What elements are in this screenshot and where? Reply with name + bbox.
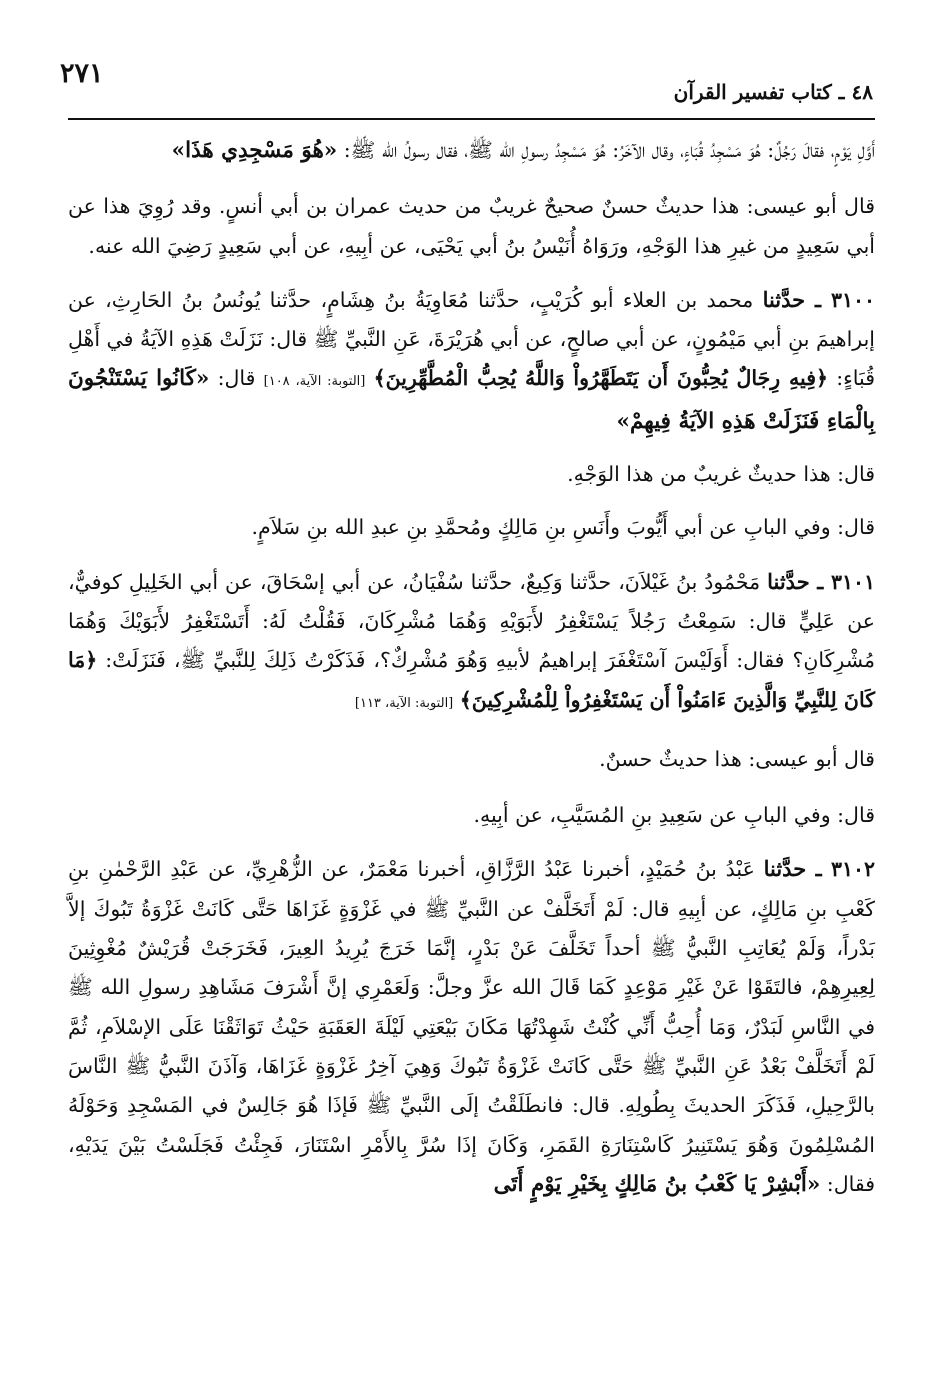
hadith-number: ٣١٠١: [830, 569, 875, 594]
prophetic-quote: «كَانُوا يَسْتَنْجُونَ بِالْمَاءِ فَنَزَلَتْ هَذِهِ الآيَةُ فِيهِمْ»: [68, 366, 875, 434]
hadith-text: مَحْمُودُ بنُ غَيْلاَنَ، حدَّثنا وَكِيعٌ، حدَّثنا سُفْيَانُ، عن أبي إسْحَاقَ، عن أبي الخَلِيلِ كوفيٌّ، عن عَلِيٍّ قال: سَمِعْتُ رَجُلاً يَسْتَغْفِرُ لأَبَوَيْهِ وَهُمَا مُشْرِكَانَ، فَقُلْتُ لَهُ: أَتَسْتَغْفِرُ لأَبَوَيْكَ وَهُمَا مُشْرِكَانِ؟ فقال: أَوَلَيْسَ آسْتَغْفَرَ إبراهيمُ لأبيهِ وَهُوَ مُشْرِكٌ؟، فَذَكَرْتُ ذَلِكَ لِلنَّبيِّ ﷺ، فَنَزَلَتْ:: [68, 569, 875, 673]
hadith-text: عَبْدُ بنُ حُمَيْدٍ، أخبرنا عَبْدُ الرَّزَّاقِ، أخبرنا مَعْمَرٌ، عن الزُّهْرِيِّ، عن عَبْدِ الرَّحْمٰنِ بنِ كَعْبِ بنِ مَالِكٍ، عن أبِيهِ قال: لَمْ أَتَخَلَّفْ عن النَّبيِّ ﷺ في غَزْوَةٍ غَزَاهَا حَتَّى كَانَتْ غَزْوَةُ تَبُوكَ إلاَّ بَدْراً، وَلَمْ يُعَاتِبِ النَّبيُّ ﷺ أحداً تَخَلَّفَ عَنْ بَدْرٍ، إنَّمَا خَرَجَ يُرِيدُ العِيرَ، فَخَرَجَتْ قُرَيْشٌ مُغْوِثِينَ لِعِيرِهِمْ، فالتَقَوْا عَنْ غَيْرِ مَوْعِدٍ كَمَا قَالَ الله عزَّ وجلَّ: وَلَعَمْرِي إنَّ أَشْرَفَ مَشَاهِدِ رسولِ الله ﷺ في النَّاسِ لَبَدْرٌ، وَمَا أُحِبُّ أَنِّي كُنْتُ شَهِدْتُهَا مَكَانَ بَيْعَتِي لَيْلَةَ العَقَبَةِ حَيْثُ تَوَاثَقْنَا عَلَى الإسْلاَمِ، ثُمَّ لَمْ أَتَخَلَّفْ بَعْدُ عَنِ النَّبيِّ ﷺ حَتَّى كَانَتْ غَزْوَةُ تَبُوكَ وَهِيَ آخِرُ غَزْوَةٍ غَزَاهَا، وَآذَنَ النَّبيُّ ﷺ النَّاسَ بالرَّحِيلِ، فَذَكَرَ الحديثَ بِطُولِهِ. قال: فانطَلَقْتُ إلَى النَّبيِّ ﷺ فَإذَا هُوَ جَالِسٌ في المَسْجِدِ وَحَوْلَهُ المُسْلِمُونَ وَهُوَ يَسْتَنِيرُ كَاسْتِنَارَةِ القَمَرِ، وَكَانَ إذَا سُرَّ بِالأَمْرِ اسْتَنَارَ، فَجِئْتُ فَجَلَسْتُ بَيْنَ يَدَيْهِ، فقال:: [68, 857, 875, 1196]
quran-verse: ﴿فِيهِ رِجَالٌ يُحِبُّونَ أَن يَتَطَهَّرُواْ وَاللَّهُ يُحِبُّ الْمُطَّهِّرِينَ﴾: [373, 366, 829, 391]
hadith-3102: ٣١٠٢ ـ حدَّثنا عَبْدُ بنُ حُمَيْدٍ، أخبرنا عَبْدُ الرَّزَّاقِ، أخبرنا مَعْمَرٌ، عن الزُّهْرِيِّ، عن عَبْدِ الرَّحْمٰنِ بنِ كَعْبِ بنِ مَالِكٍ، عن أبِيهِ قال: لَمْ أَتَخَلَّفْ عن النَّبيِّ ﷺ في غَزْوَةٍ غَزَاهَا حَتَّى كَانَتْ غَزْوَةُ تَبُوكَ إلاَّ بَدْراً، وَلَمْ يُعَاتِبِ النَّبيُّ ﷺ أحداً تَخَلَّفَ عَنْ بَدْرٍ، إنَّمَا خَرَجَ يُرِيدُ العِيرَ، فَخَرَجَتْ قُرَيْشٌ مُغْوِثِينَ لِعِيرِهِمْ، فالتَقَوْا عَنْ غَيْرِ مَوْعِدٍ كَمَا قَالَ الله عزَّ وجلَّ: وَلَعَمْرِي إنَّ أَشْرَفَ مَشَاهِدِ رسولِ الله ﷺ في النَّاسِ لَبَدْرٌ، وَمَا أُحِبُّ أَنِّي كُنْتُ شَهِدْتُهَا مَكَانَ بَيْعَتِي لَيْلَةَ العَقَبَةِ حَيْثُ تَوَاثَقْنَا عَلَى الإسْلاَمِ، ثُمَّ لَمْ أَتَخَلَّفْ بَعْدُ عَنِ النَّبيِّ ﷺ حَتَّى كَانَتْ غَزْوَةُ تَبُوكَ وَهِيَ آخِرُ غَزْوَةٍ غَزَاهَا، وَآذَنَ النَّبيُّ ﷺ النَّاسَ بالرَّحِيلِ، فَذَكَرَ الحديثَ بِطُولِهِ. قال: فانطَلَقْتُ إلَى النَّبيِّ ﷺ فَإذَا هُوَ جَالِسٌ في المَسْجِدِ وَحَوْلَهُ المُسْلِمُونَ وَهُوَ يَسْتَنِيرُ كَاسْتِنَارَةِ القَمَرِ، وَكَانَ إذَا سُرَّ بِالأَمْرِ اسْتَنَارَ، فَجِئْتُ فَجَلَسْتُ بَيْنَ يَدَيْهِ، فقال: «أَبْشِرْ يَا كَعْبُ بنُ مَالِكٍ بِخَيْرِ يَوْمٍ أَتَى: [68, 856, 875, 1197]
header-rule: [68, 118, 875, 120]
paragraph: قال: هذا حديثٌ غريبٌ من هذا الوَجْهِ.: [567, 462, 875, 487]
quran-verse: ﴿مَا كَانَ لِلنَّبِيِّ وَالَّذِينَ ءَامَنُواْ أَن يَسْتَغْفِرُواْ لِلْمُشْرِكِينَ﴾: [68, 648, 875, 712]
verse-reference: [التوبة: الآية، ١١٣]: [354, 695, 454, 711]
verse-reference: [التوبة: الآية، ١٠٨]: [263, 374, 366, 390]
paragraph-text: أَوَّلِ يَوْمٍ، فقالَ رَجُلٌ: هُوَ مَسْجِدُ قُبَاءٍ، وقال الآخَرُ: هُوَ مَسْجِدُ رسولِ الله ﷺ، فقال رسولُ الله ﷺ:: [337, 138, 875, 162]
paragraph: قال أبو عيسى: هذا حديثٌ حسنٌ.: [599, 746, 875, 771]
page-body: [68, 131, 875, 1204]
prophetic-quote: «أَبْشِرْ يَا كَعْبُ بنُ مَالِكٍ بِخَيْرِ يَوْمٍ أَتَى: [493, 1171, 821, 1197]
hadith-opener: حدَّثنا: [767, 568, 810, 594]
hadith-opener: حدَّثنا: [763, 856, 807, 882]
prophetic-quote: «هُوَ مَسْجِدِي هَذَا»: [171, 138, 338, 163]
hadith-opener: حدَّثنا: [762, 286, 806, 312]
hadith-text: محمد بن العلاء أبو كُرَيْبٍ، حدَّثنا مُعَاوِيَةُ بنُ هِشَامٍ، حدَّثنا يُونُسُ بنُ الحَارِثِ، عن إبراهيمَ بنِ أبي مَيْمُونٍ، عن أبي صالحٍ، عن أبي هُرَيْرَةَ، عَنِ النَّبيِّ ﷺ قال: نَزَلَتْ هَذِهِ الآيَةُ في أَهْلِ قُبَاءٍ:: [68, 287, 875, 391]
paragraph: [68, 131, 875, 170]
running-head: ٤٨ ـ كتاب تفسير القرآن: [673, 80, 873, 104]
hadith-3100: ٣١٠٠ ـ حدَّثنا محمد بن العلاء أبو كُرَيْبٍ، حدَّثنا مُعَاوِيَةُ بنُ هِشَامٍ، حدَّثنا يُونُسُ بنُ الحَارِثِ، عن إبراهيمَ بنِ أبي مَيْمُونٍ، عن أبي صالحٍ، عن أبي هُرَيْرَةَ، عَنِ النَّبيِّ ﷺ قال: نَزَلَتْ هَذِهِ الآيَةُ في أَهْلِ قُبَاءٍ: ﴿فِيهِ رِجَالٌ يُحِبُّونَ أَن يَتَطَهَّرُواْ وَاللَّهُ يُحِبُّ الْمُطَّهِّرِينَ﴾ [التوبة: الآية، ١٠٨] قال: «كَانُوا يَسْتَنْجُونَ بِالْمَاءِ فَنَزَلَتْ هَذِهِ الآيَةُ فِيهِمْ»: [68, 286, 876, 434]
paragraph: قال: وفي البابِ عن سَعِيدِ بنِ المُسَيَّبِ، عن أبِيهِ.: [473, 803, 875, 828]
paragraph: قال: وفي البابِ عن أبي أَيُّوبَ وأَنَسِ بنِ مَالِكٍ ومُحمَّدِ بنِ عبدِ الله بنِ سَلاَمٍ.: [251, 515, 875, 540]
page-number: ٢٧١: [60, 58, 104, 89]
hadith-3101: ٣١٠١ ـ حدَّثنا مَحْمُودُ بنُ غَيْلاَنَ، حدَّثنا وَكِيعٌ، حدَّثنا سُفْيَانُ، عن أبي إسْحَاقَ، عن أبي الخَلِيلِ كوفيٌّ، عن عَلِيٍّ قال: سَمِعْتُ رَجُلاً يَسْتَغْفِرُ لأَبَوَيْهِ وَهُمَا مُشْرِكَانَ، فَقُلْتُ لَهُ: أَتَسْتَغْفِرُ لأَبَوَيْكَ وَهُمَا مُشْرِكَانِ؟ فقال: أَوَلَيْسَ آسْتَغْفَرَ إبراهيمُ لأبيهِ وَهُوَ مُشْرِكٌ؟، فَذَكَرْتُ ذَلِكَ لِلنَّبيِّ ﷺ، فَنَزَلَتْ: ﴿مَا كَانَ لِلنَّبِيِّ وَالَّذِينَ ءَامَنُواْ أَن يَسْتَغْفِرُواْ لِلْمُشْرِكِينَ﴾ [التوبة: الآية، ١١٣]: [68, 568, 875, 712]
hadith-number: ٣١٠٢: [830, 857, 875, 882]
hadith-number: ٣١٠٠: [830, 287, 876, 312]
paragraph: قال أبو عيسى: هذا حديثٌ حسنٌ صحيحٌ غريبٌ من حديث عمران بن أبي أنسٍ. وقد رُوِيَ هذا عن أبي سَعِيدٍ من غيرِ هذا الوَجْهِ، ورَوَاهُ أُنَيْسُ بنُ أبي يَحْيَى، عن أبِيهِ، عن أبي سَعِيدٍ رَضِيَ الله عنه.: [68, 194, 875, 258]
hadith-text: قال:: [209, 366, 264, 391]
